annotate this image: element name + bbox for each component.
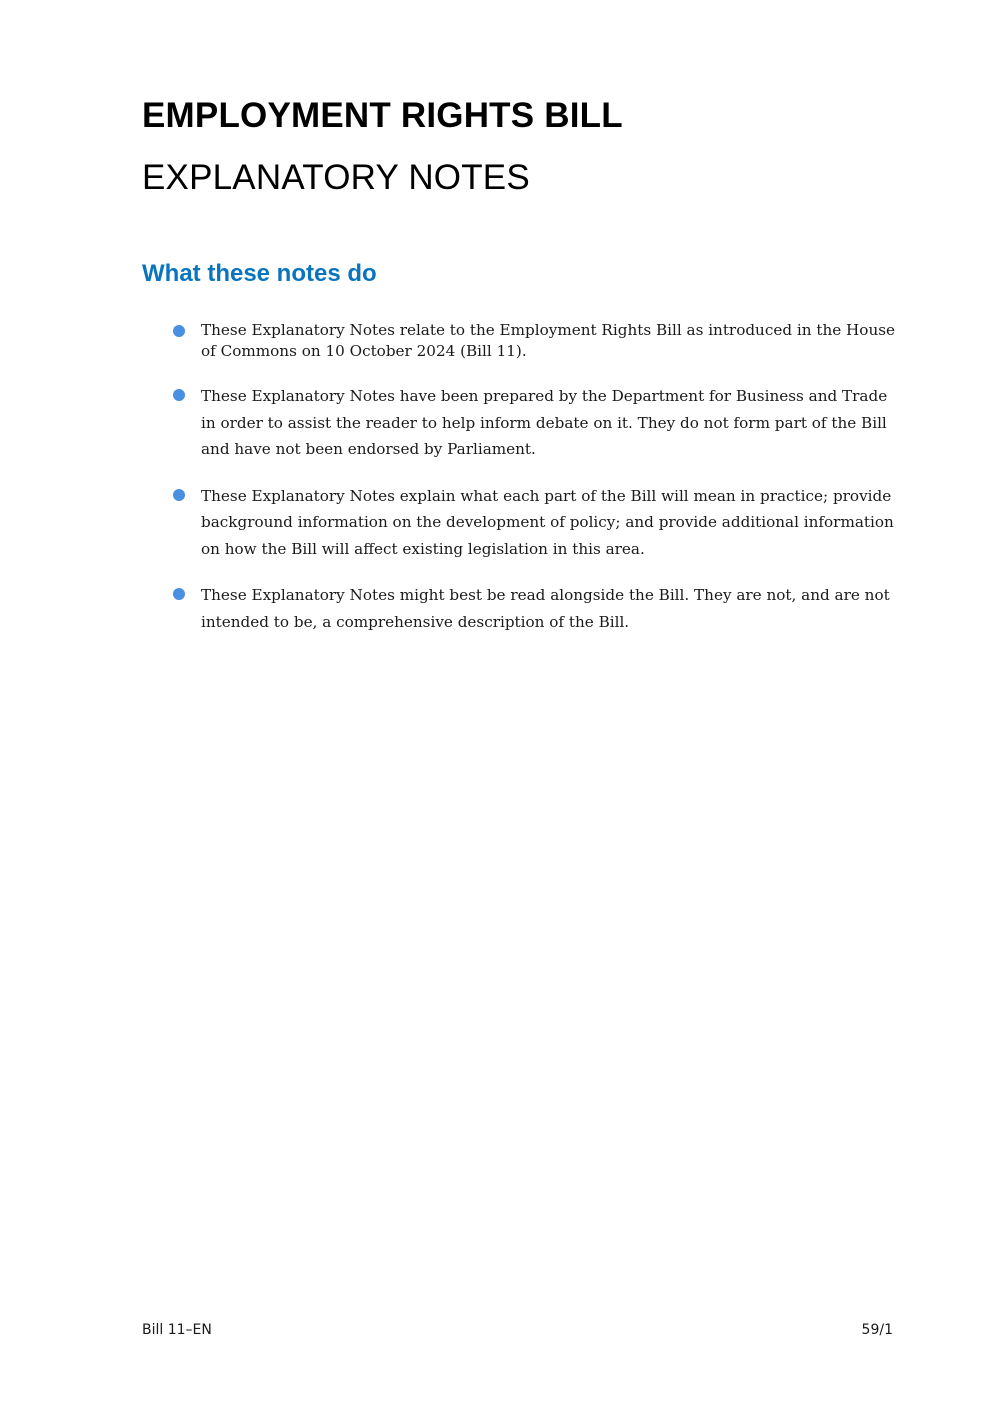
bullet-icon [173,389,185,401]
list-item [172,483,902,563]
note-text: These Explanatory Notes relate to the Employment Rights Bill as introduced in the House of Commons on 10 October 2024 (Bill 11). [201,321,896,360]
note-text: These Explanatory Notes might best be read alongside the Bill. They are not, and are not intended to be, a comprehensive description of the Bill. [201,586,890,631]
section-heading: What these notes do [142,260,377,287]
document-subtitle: EXPLANATORY NOTES [142,158,530,197]
note-text: These Explanatory Notes explain what each part of the Bill will mean in practice; provide background information on the development of policy; and provide additional information on how the Bill will affect existing legislation in this area. [201,486,894,558]
footer-bill-reference: Bill 11–EN [142,1322,212,1338]
note-text: These Explanatory Notes have been prepared by the Department for Business and Trade in order to assist the reader to help inform debate on it. They do not form part of the Bill and have not been endorsed by Parliament. [201,387,888,458]
notes-list [172,320,902,655]
list-item [172,582,902,635]
document-title: EMPLOYMENT RIGHTS BILL [142,96,623,135]
list-item [172,320,902,362]
bullet-icon [173,325,185,337]
bullet-icon [173,588,185,600]
list-item [172,383,902,463]
footer-page-reference: 59/1 [861,1322,893,1338]
bullet-icon [173,489,185,501]
